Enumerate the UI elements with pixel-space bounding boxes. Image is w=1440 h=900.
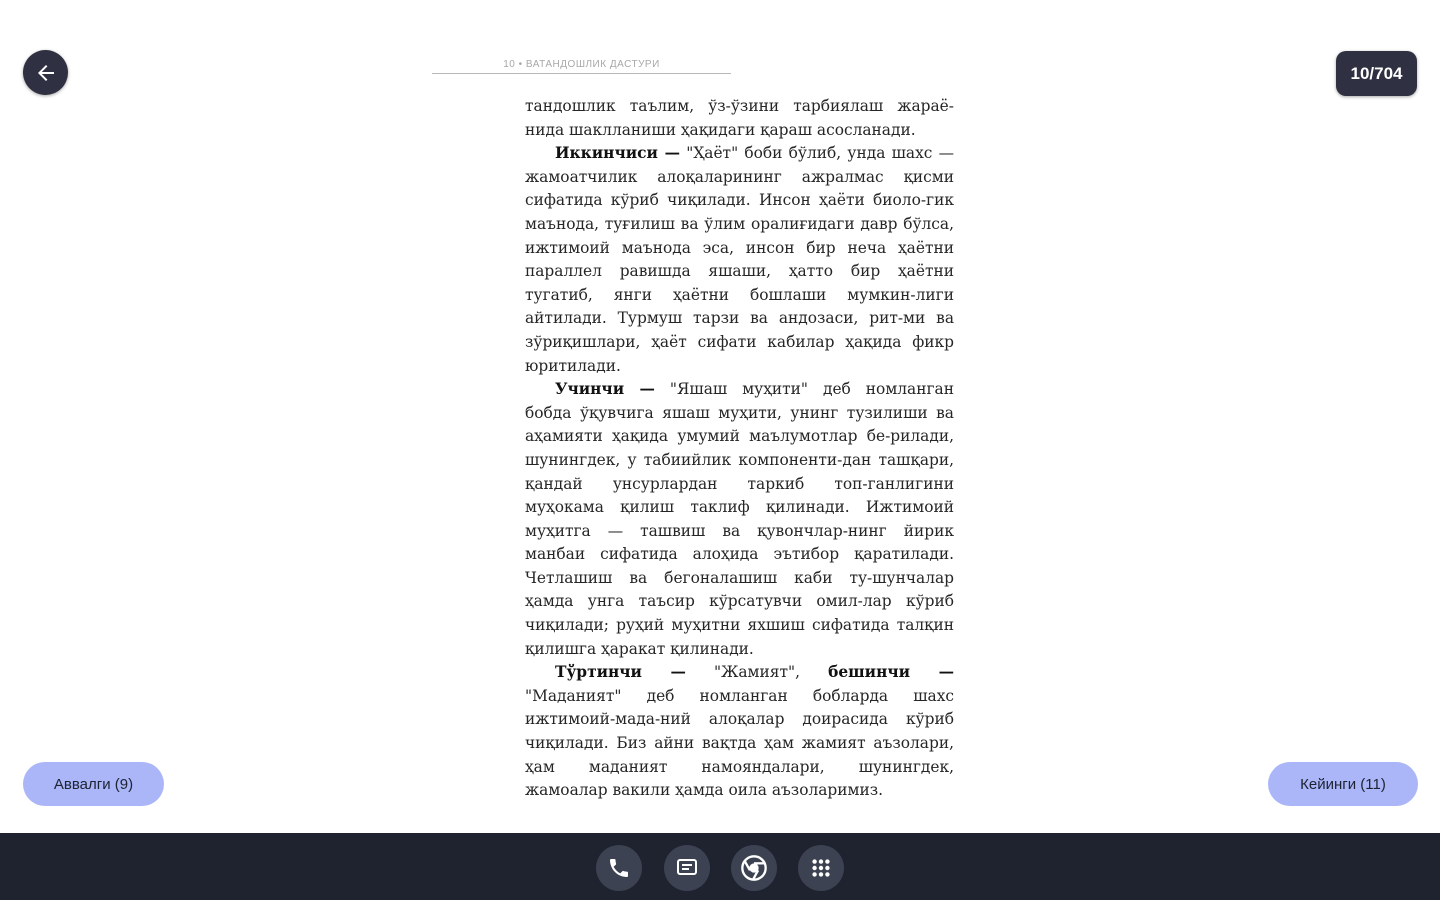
- arrow-left-icon: [34, 61, 58, 85]
- paragraph: тандошлик таълим, ўз-ўзини тарбиялаш жараё-нида шаклланиши ҳақидаги қараш асосланади.: [525, 97, 954, 139]
- paragraph: Тўртинчи — "Жамият", бешинчи — "Маданият" деб номланган бобларда шахс ижтимоий-мада-ний алоқалар доирасида кўриб чиқилади. Биз айни вақтда ҳам жамият аъзолари, ҳам маданият намояндалари, шунингдек, жамоалар вакили ҳамда оила аъзоларимиз.: [525, 663, 954, 800]
- paragraph: Учинчи — "Яшаш муҳити" деб номланган бобда ўқувчига яшаш муҳити, унинг тузилиши ва аҳамияти ҳақида умумий маълумотлар бе-рилади, шунингдек, у табиийлик компоненти-дан ташқари, қандай унсурлардан таркиб топ-ганлигини муҳокама қилиш таклиф қилинади. Ижтимоий муҳитга — ташвиш ва қувончлар-нинг йирик манбаи сифатида алоҳида эътибор қаратилади. Четлашиш ва бегоналашиш каби ту-шунчалар ҳамда унга таъсир кўрсатувчи омил-лар кўриб чиқилади; руҳий муҳитни яхшиш сифатида талқин қилишга ҳаракат қилинади.: [525, 380, 954, 658]
- messages-icon[interactable]: [664, 845, 710, 891]
- apps-glyph: [810, 857, 832, 879]
- phone-glyph: [607, 856, 631, 880]
- previous-page-button[interactable]: Аввалги (9): [23, 762, 164, 806]
- chrome-glyph: [740, 854, 768, 882]
- messages-glyph: [675, 856, 699, 880]
- back-button[interactable]: [23, 50, 68, 95]
- book-page-text: [525, 95, 954, 803]
- phone-icon[interactable]: [596, 845, 642, 891]
- taskbar: [0, 833, 1440, 900]
- apps-icon[interactable]: [798, 845, 844, 891]
- paragraph: Иккинчиси — "Ҳаёт" боби бўлиб, унда шахс — жамоатчилик алоқаларининг ажралмас қисми сифатида кўриб чиқилади. Инсон ҳаёти биоло-гик маънода, туғилиш ва ўлим оралиғидаги давр бўлса, ижтимоий маънода эса, инсон бир неча ҳаётни параллел равишда яшаши, ҳатто бир ҳаётни тугатиб, янги ҳаётни бошлаши мумкин-лиги айтилади. Турмуш тарзи ва андозаси, рит-ми ва зўриқишлари, ҳаёт сифати кабилар ҳақида фикр юритилади.: [525, 144, 955, 375]
- running-head: 10 • ВАТАНДОШЛИК ДАСТУРИ: [432, 57, 731, 74]
- next-page-button[interactable]: Кейинги (11): [1268, 762, 1418, 806]
- chrome-icon[interactable]: [731, 845, 777, 891]
- page-counter: 10/704: [1336, 51, 1417, 96]
